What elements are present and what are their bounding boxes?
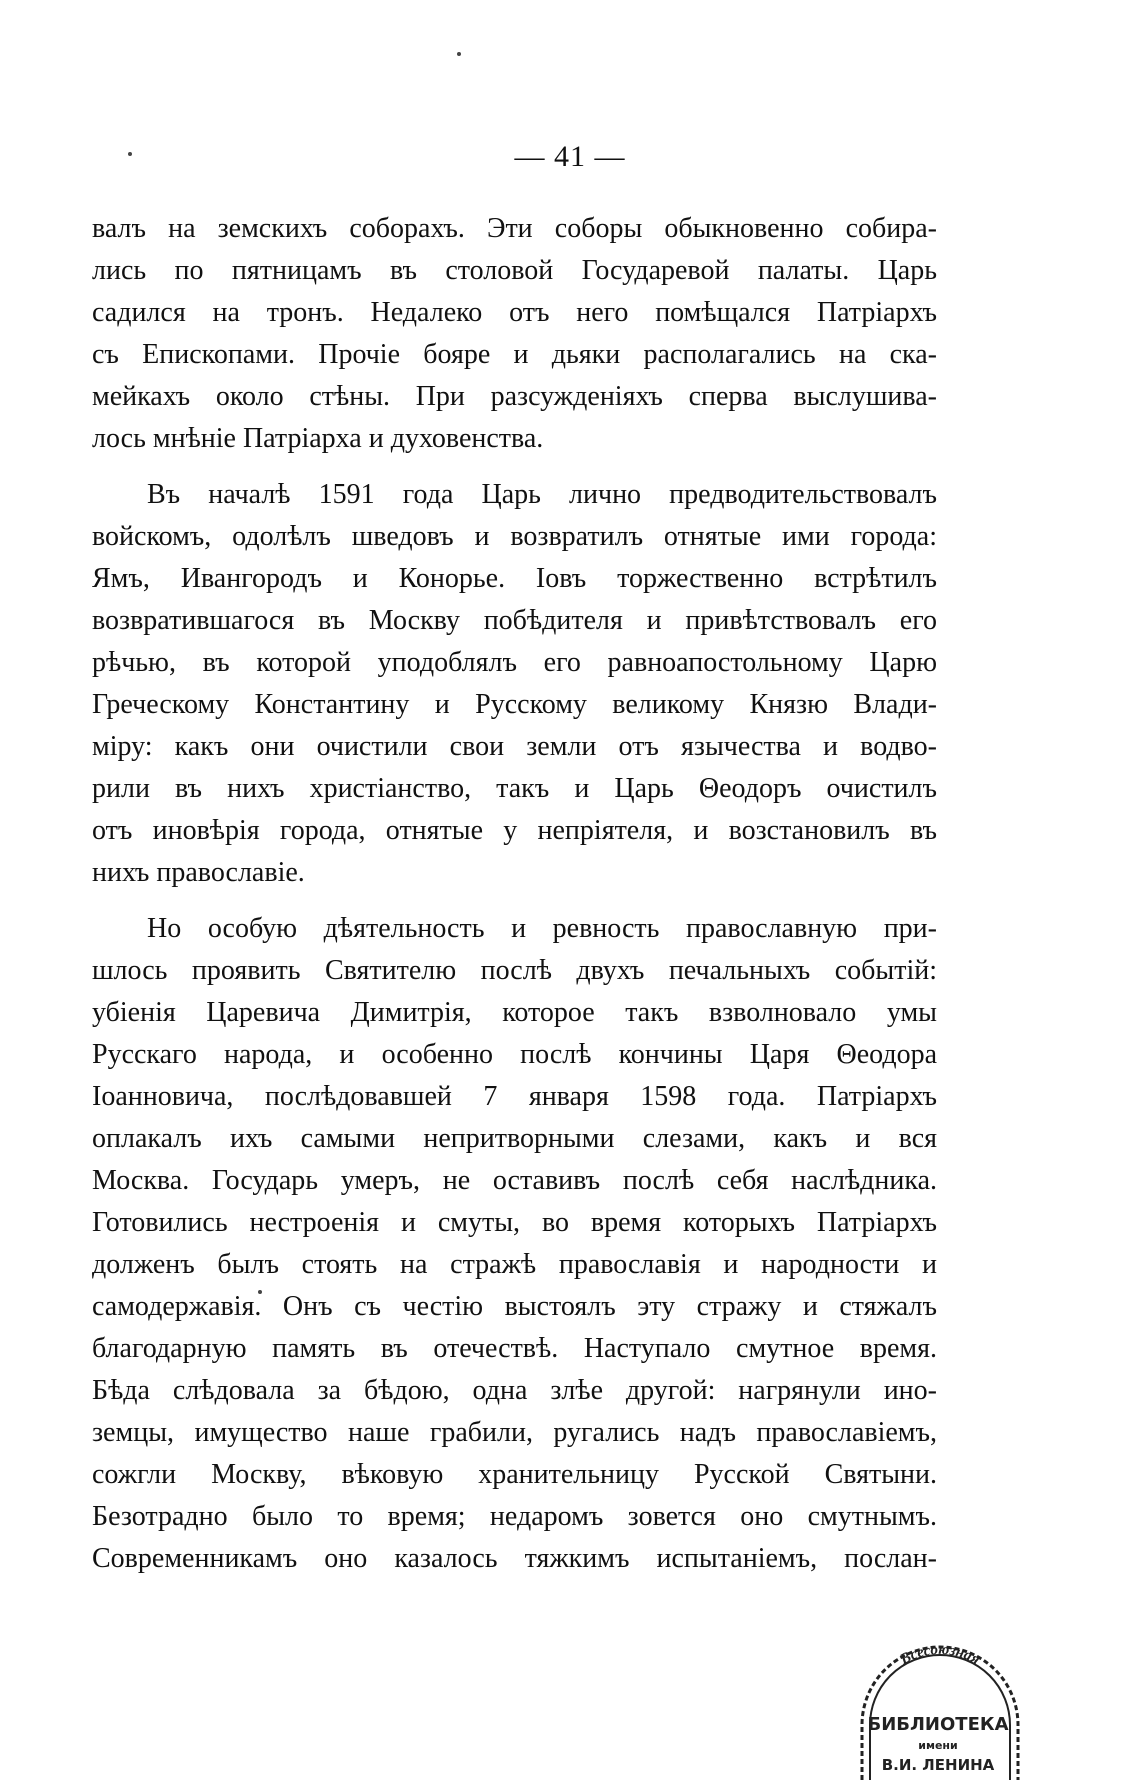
- text-line: Бѣда слѣдовала за бѣдою, одна злѣе другой: нагрянули ино-: [92, 1375, 937, 1406]
- text-line: Въ началѣ 1591 года Царь лично предводительствовалъ: [147, 479, 937, 510]
- text-line: Москва. Государь умеръ, не оставивъ послѣ себя наслѣдника.: [92, 1165, 937, 1196]
- text-line: убіенія Царевича Димитрія, которое такъ взволновало умы: [92, 997, 937, 1028]
- stamp-middle-text: БИБЛИОТЕКА: [867, 1714, 1009, 1735]
- text-line: нихъ православіе.: [92, 857, 305, 888]
- stamp-top-text: Всесоюзная: [897, 1641, 983, 1669]
- paragraph: [92, 208, 937, 460]
- body-text: [92, 208, 937, 1580]
- text-line: Ямъ, Ивангородъ и Конорье. Іовъ торжественно встрѣтилъ: [92, 563, 937, 594]
- text-line: шлось проявить Святителю послѣ двухъ печальныхъ событій:: [92, 955, 937, 986]
- text-line: отъ иновѣрія города, отнятые у непріятеля, и возстановилъ въ: [92, 815, 937, 846]
- speck: [457, 52, 461, 56]
- text-line: войскомъ, одолѣлъ шведовъ и возвратилъ отнятые ими города:: [92, 521, 937, 552]
- text-line: валъ на земскихъ соборахъ. Эти соборы обыкновенно собира-: [92, 213, 937, 244]
- text-line: лись по пятницамъ въ столовой Государевой палаты. Царь: [92, 255, 937, 286]
- page-number: — 41 —: [514, 140, 626, 173]
- text-line: рѣчью, въ которой уподоблялъ его равноапостольному Царю: [92, 647, 937, 678]
- paragraph: [92, 474, 937, 894]
- text-line: міру: какъ они очистили свои земли отъ язычества и водво-: [92, 731, 937, 762]
- text-line: лось мнѣніе Патріарха и духовенства.: [92, 423, 544, 454]
- text-line: мейкахъ около стѣны. При разсужденіяхъ сперва выслушива-: [92, 381, 937, 412]
- svg-text:Всесоюзная: [897, 1642, 983, 1669]
- text-line: Безотрадно было то время; недаромъ зовется оно смутнымъ.: [92, 1501, 937, 1532]
- text-line: Но особую дѣятельность и ревность православную при-: [147, 913, 937, 944]
- text-line: оплакалъ ихъ самыми непритворными слезами, какъ и вся: [92, 1123, 937, 1154]
- text-line: благодарную память въ отечествѣ. Наступало смутное время.: [92, 1333, 937, 1364]
- text-line: самодержавія. Онъ съ честію выстоялъ эту стражу и стяжалъ: [92, 1291, 937, 1322]
- text-line: долженъ былъ стоять на стражѣ православія и народности и: [92, 1249, 937, 1280]
- text-line: Готовились нестроенія и смуты, во время которыхъ Патріархъ: [92, 1207, 937, 1238]
- text-line: возвратившагося въ Москву побѣдителя и привѣтствовалъ его: [92, 605, 937, 636]
- text-line: Іоанновича, послѣдовавшей 7 января 1598 года. Патріархъ: [92, 1081, 937, 1112]
- text-line: Русскаго народа, и особенно послѣ кончины Царя Θеодора: [92, 1039, 937, 1070]
- text-line: садился на тронъ. Недалеко отъ него помѣщался Патріархъ: [92, 297, 937, 328]
- stamp-bottom-text: В.И. ЛЕНИНА: [881, 1756, 995, 1774]
- stamp-small-text: имени: [918, 1739, 958, 1752]
- text-line: земцы, имущество наше грабили, ругались надъ православіемъ,: [92, 1417, 937, 1448]
- text-line: сожгли Москву, вѣковую хранительницу Русской Святыни.: [92, 1459, 937, 1490]
- library-stamp: [850, 1630, 1025, 1780]
- text-line: Греческому Константину и Русскому великому Князю Влади-: [92, 689, 937, 720]
- paragraph: [92, 908, 937, 1580]
- text-line: съ Епископами. Прочіе бояре и дьяки располагались на ска-: [92, 339, 937, 370]
- text-line: Современникамъ оно казалось тяжкимъ испытаніемъ, послан-: [92, 1543, 937, 1574]
- text-line: рили въ нихъ христіанство, такъ и Царь Θеодоръ очистилъ: [92, 773, 937, 804]
